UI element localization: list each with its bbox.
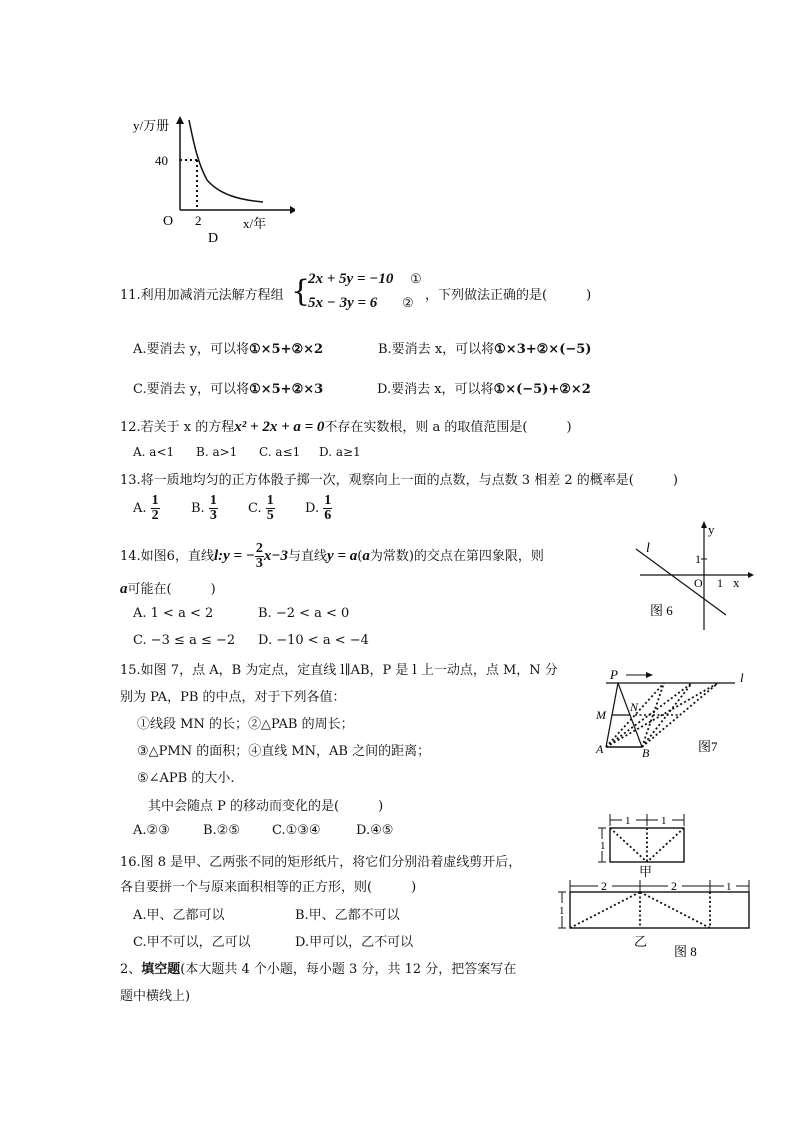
q13-option-a	[133, 494, 160, 523]
q16-line2: 各自要拼一个与原来面积相等的正方形，则( )	[120, 880, 417, 895]
section2-line1	[120, 958, 516, 977]
q13-a-den: 2	[151, 508, 159, 523]
q13-b-label: B.	[191, 501, 205, 516]
section2-rest-line1: (本大题共 4 个小题，每小题 3 分，共 12 分，把答案写在	[180, 962, 517, 977]
q13-d-den: 6	[324, 508, 332, 523]
fig8-yi-top-1: 1	[726, 881, 732, 893]
q13-option-b	[191, 494, 218, 523]
fig6-y-label: y	[708, 522, 715, 537]
q15-item2: ③△PMN 的面积；④直线 MN，AB 之间的距离；	[137, 744, 431, 759]
q11-c-text: C.要消去 y，可以将	[133, 382, 250, 397]
q14-frac-num: 2	[255, 541, 263, 556]
fig8-yi-rect	[570, 892, 749, 928]
fig6-one-x: 1	[717, 576, 723, 590]
q11-option-b	[378, 338, 591, 357]
q13-c-den: 5	[266, 508, 274, 523]
q15-option-b: B.②⑤	[203, 823, 240, 838]
fig6-origin: O	[694, 576, 703, 590]
graph-y-tick: 40	[155, 153, 168, 168]
fig6-one-y: 1	[695, 552, 701, 566]
inverse-curve	[189, 120, 263, 202]
q15-line1: 15.如图 7，点 A，B 为定点，定直线 l∥AB，P 是 l 上一动点，点 M，N 分	[120, 663, 558, 678]
q15-item3: ⑤∠APB 的大小.	[137, 771, 235, 786]
q11-eq2-num: ②	[402, 296, 414, 311]
graph-y-label: y/万册	[133, 118, 170, 133]
q14-line2-end: 可能在( )	[127, 582, 216, 597]
q14-option-d: D. −10 < a < −4	[258, 633, 369, 648]
fig8-yi-side-1: 1	[559, 905, 565, 917]
q15-item1: ①线段 MN 的长；②△PAB 的周长；	[137, 717, 354, 732]
q11-d-expr: ①×(−5)+②×2	[493, 382, 591, 397]
q15-question: 其中会随点 P 的移动而变化的是( )	[148, 799, 384, 814]
q11-suffix: ，下列做法正确的是( )	[425, 288, 592, 303]
q13-stem: 13.将一质地均匀的正方体骰子掷一次，观察向上一面的点数，与点数 3 相差 2 的概率是( )	[120, 473, 678, 488]
q14-line2: y = a	[327, 548, 358, 564]
q15-option-c: C.①③④	[272, 823, 321, 838]
q13-c-num: 1	[266, 493, 274, 508]
section2-number: 2、	[120, 962, 142, 977]
q13-d-num: 1	[324, 493, 332, 508]
graph-origin: O	[163, 214, 174, 229]
q16-option-d: D.甲可以，乙不可以	[295, 935, 414, 950]
q11-c-expr: ①×5+②×3	[249, 382, 324, 397]
fig7-b: B	[642, 746, 650, 760]
q11-eq2: 5x − 3y = 6	[308, 295, 378, 311]
q13-c-label: C.	[248, 501, 262, 516]
q15-option-a: A.②③	[133, 823, 170, 838]
q12-option-c: C. a≤1	[259, 445, 301, 459]
figure-6	[630, 515, 760, 635]
graph-x-label: x/年	[243, 216, 267, 231]
q12-option-b: B. a>1	[196, 445, 238, 459]
q14-stem-line2	[120, 578, 216, 598]
q12-prefix: 12.若关于 x 的方程	[120, 420, 235, 435]
q16-option-b: B.甲、乙都不可以	[295, 908, 400, 923]
q13-option-d	[305, 494, 332, 523]
fig7-m: M	[596, 708, 606, 722]
figure-8	[552, 808, 784, 968]
q14-after-frac: x−3	[263, 548, 289, 564]
fig6-l-label: l	[646, 541, 650, 556]
q13-b-den: 3	[209, 508, 217, 523]
graph-x-tick: 2	[195, 213, 202, 228]
q14-option-a: A. 1 < a < 2	[133, 606, 214, 621]
fig8-jia-top-1b: 1	[661, 815, 667, 827]
section2-title: 填空题	[141, 962, 181, 977]
q11-eq1-num: ①	[410, 272, 422, 287]
q15-line2: 别为 PA，PB 的中点，对于下列各值：	[120, 690, 346, 705]
q14-paren-open: (	[357, 549, 363, 564]
q11-b-expr: ①×3+②×(−5)	[494, 342, 592, 357]
q14-paren-text: 为常数)的交点在第四象限，则	[369, 549, 544, 564]
fig8-jia-top-1a: 1	[625, 815, 631, 827]
q14-prefix: 14.如图6，直线	[120, 549, 214, 564]
q12-option-d: D. a≥1	[319, 445, 361, 459]
fig8-yi-top-2b: 2	[671, 879, 677, 893]
q11-d-text: D.要消去 x，可以将	[377, 382, 494, 397]
q13-b-num: 1	[209, 493, 217, 508]
q14-stem-line1	[120, 542, 544, 571]
q12-suffix: 不存在实数根，则 a 的取值范围是( )	[324, 420, 572, 435]
fig6-caption: 图 6	[650, 603, 673, 618]
fig8-yi-label: 乙	[634, 934, 648, 949]
fig7-caption: 图7	[698, 739, 718, 754]
graph-option-letter: D	[208, 231, 219, 246]
q14-option-c: C. −3 ≤ a ≤ −2	[133, 633, 236, 648]
q12-stem	[120, 416, 572, 436]
graph-option-d	[125, 110, 295, 250]
q11-brace: {	[291, 274, 311, 309]
q14-y-eq: y = −	[223, 548, 255, 564]
q14-middle: 与直线	[288, 549, 328, 564]
q14-colon: :	[218, 548, 224, 564]
fig7-l: l	[740, 670, 744, 685]
q14-line2-start: a	[120, 581, 128, 597]
fig7-p: P	[610, 667, 618, 682]
fig8-jia-label: 甲	[639, 864, 653, 879]
q14-option-b: B. −2 < a < 0	[258, 606, 350, 621]
q13-d-label: D.	[305, 501, 320, 516]
fig7-a: A	[596, 742, 604, 756]
q13-a-num: 1	[151, 493, 159, 508]
q11-a-expr: ①×5+②×2	[249, 342, 324, 357]
q14-a-var: a	[362, 548, 370, 564]
q16-option-a: A.甲、乙都可以	[133, 908, 225, 923]
fig6-x-label: x	[733, 575, 740, 590]
q14-line-name: l	[213, 548, 219, 564]
q13-option-c	[248, 494, 275, 523]
q11-prefix: 11.利用加减消元法解方程组	[120, 288, 284, 303]
figure-7	[590, 665, 760, 765]
q11-option-c	[133, 378, 323, 397]
fig7-n: N	[630, 700, 639, 714]
q16-option-c: C.甲不可以，乙可以	[133, 935, 251, 950]
fig8-jia-side-1: 1	[600, 840, 606, 852]
q11-option-a	[133, 338, 323, 357]
fig8-caption: 图 8	[674, 944, 697, 959]
q12-equation: x² + 2x + a = 0	[234, 419, 325, 435]
q12-option-a: A. a<1	[133, 445, 175, 459]
q14-frac-den: 3	[255, 556, 263, 571]
q11-eq1: 2x + 5y = −10	[308, 271, 394, 287]
fig8-yi-top-2a: 2	[601, 879, 607, 893]
q11-option-d	[377, 378, 591, 397]
q13-a-label: A.	[133, 501, 147, 516]
q11-b-text: B.要消去 x，可以将	[378, 342, 495, 357]
section2-line2: 题中横线上)	[120, 989, 191, 1004]
q15-option-d: D.④⑤	[356, 823, 394, 838]
q11-a-text: A.要消去 y，可以将	[133, 342, 249, 357]
q16-line1: 16.图 8 是甲、乙两张不同的矩形纸片，将它们分别沿着虚线剪开后，	[120, 855, 522, 870]
